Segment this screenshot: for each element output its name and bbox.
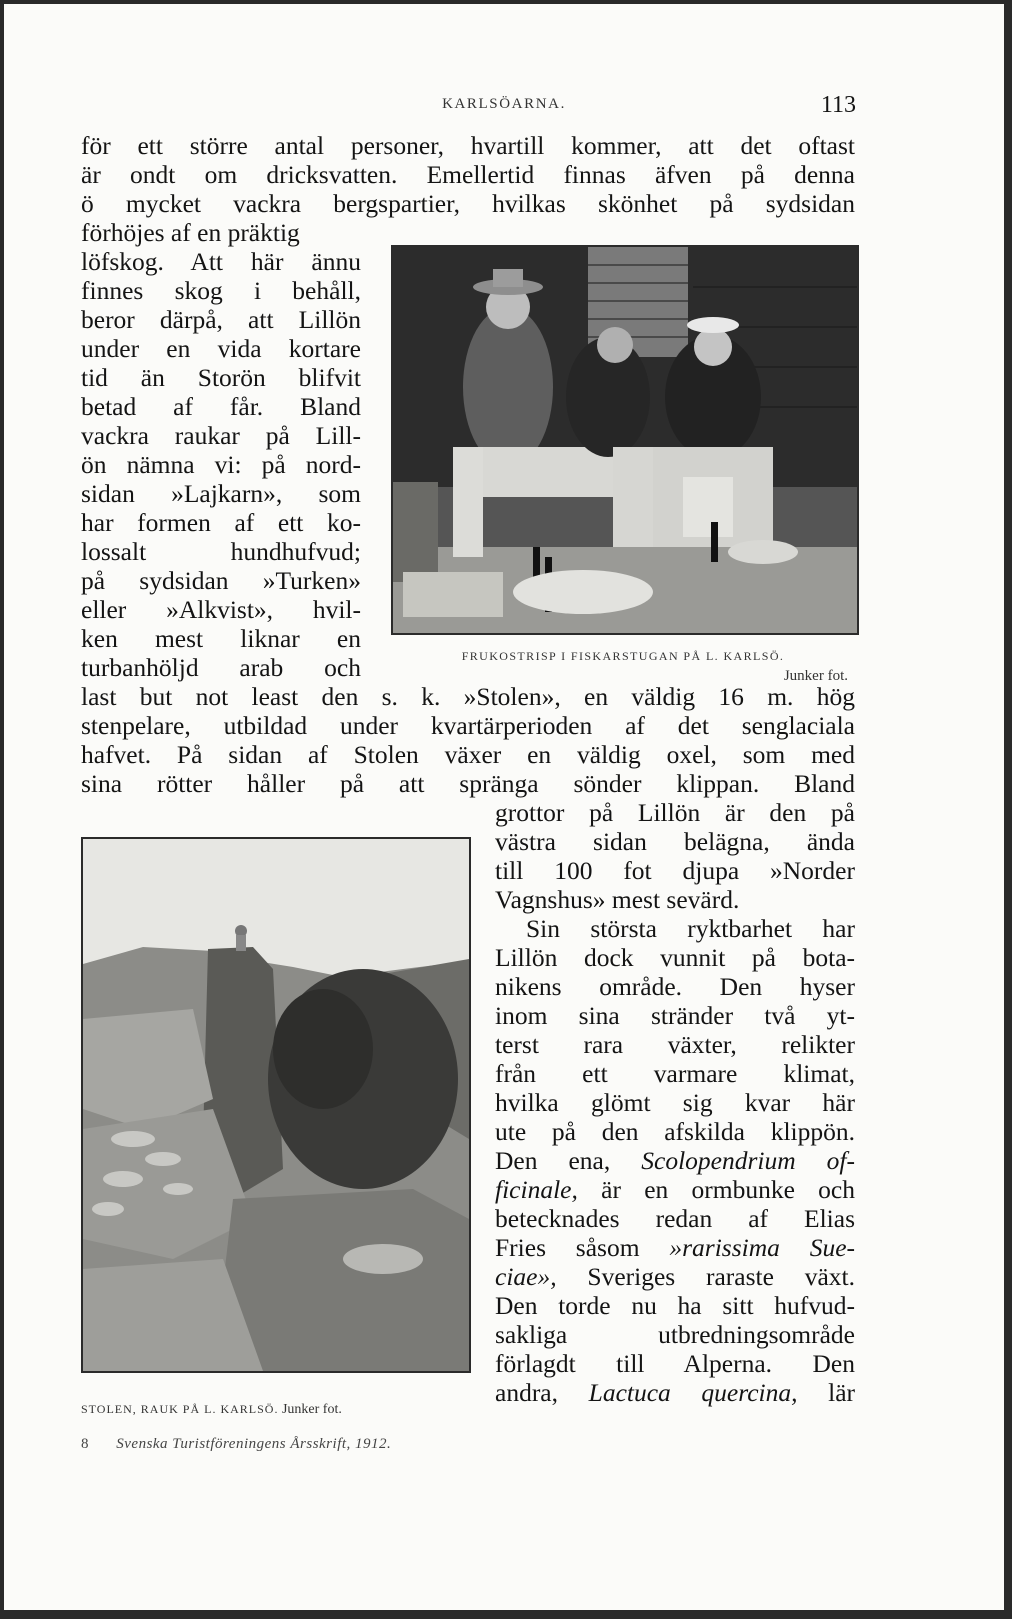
text-line: ön nämna vi: på nord-: [81, 450, 361, 479]
species-name: Scolopendrium of-: [641, 1146, 855, 1175]
text-line: ken mest liknar en: [81, 624, 361, 653]
text-line: [495, 1378, 855, 1407]
text-line: löfskog. Att här ännu: [81, 247, 361, 276]
publication-title: Svenska Turistföreningens Årsskrift, 1912.: [116, 1436, 392, 1452]
text-line: Vagnshus» mest sevärd.: [495, 885, 740, 914]
text-line: förlagdt till Alperna. Den: [495, 1349, 855, 1378]
text-line: sidan »Lajkarn», som: [81, 479, 361, 508]
text-line: på sydsidan »Turken»: [81, 566, 361, 595]
text-line: tid än Storön blifvit: [81, 363, 361, 392]
text-line: vackra raukar på Lill-: [81, 421, 361, 450]
text-line: eller »Alkvist», hvil-: [81, 595, 361, 624]
photo-credit-fishing-hut: Junker fot.: [783, 668, 848, 684]
text-line: nikens område. Den hyser: [495, 972, 855, 1001]
text-span: Den ena,: [495, 1146, 611, 1175]
text-line: [495, 1146, 855, 1175]
text-line: beror därpå, att Lillön: [81, 305, 361, 334]
text-line: sina rötter håller på att spränga sönder klippan. Bland: [81, 769, 855, 798]
text-line: sakliga utbredningsområde: [495, 1320, 855, 1349]
text-line: lossalt hundhufvud;: [81, 537, 361, 566]
text-line: inom sina stränder två yt-: [495, 1001, 855, 1030]
species-name: Lactuca quercina,: [588, 1378, 798, 1407]
page-number: 113: [820, 92, 856, 118]
text-line: hafvet. På sidan af Stolen växer en väldig oxel, som med: [81, 740, 855, 769]
latin-quote: »rarissima Sue-: [669, 1233, 856, 1262]
text-line: terst rara växter, relikter: [495, 1030, 855, 1059]
text-line: förhöjes af en präktig: [81, 218, 300, 247]
photo-stolen-rauk: [81, 837, 471, 1373]
text-line: Lillön dock vunnit på bota-: [495, 943, 855, 972]
text-span: Fries såsom: [495, 1233, 640, 1262]
text-line: last but not least den s. k. »Stolen», en väldig 16 m. hög: [81, 682, 855, 711]
running-title: KARLSÖARNA.: [442, 96, 566, 112]
photo-caption-stolen: [81, 1402, 342, 1418]
photo-fishing-hut-image: [393, 247, 857, 633]
text-line: hvilka glömt sig kvar här: [495, 1088, 855, 1117]
photo-fishing-hut: [391, 245, 859, 635]
text-span: andra,: [495, 1378, 559, 1407]
text-line: till 100 fot djupa »Norder: [495, 856, 855, 885]
text-line: Sin största ryktbarhet har: [526, 914, 855, 943]
text-line: finnes skog i behåll,: [81, 276, 361, 305]
signature-number: 8: [81, 1436, 89, 1452]
text-line: västra sidan belägna, ända: [495, 827, 855, 856]
page-header: [4, 92, 1004, 122]
text-line: från ett varmare klimat,: [495, 1059, 855, 1088]
text-span: Sveriges raraste växt.: [587, 1262, 855, 1291]
text-line: [495, 1233, 855, 1262]
text-line: betad af får. Bland: [81, 392, 361, 421]
photo-caption-fishing-hut: FRUKOSTRISP I FISKARSTUGAN PÅ L. KARLSÖ.: [461, 649, 785, 663]
text-line: stenpelare, utbildad under kvartärperioden af det senglaciala: [81, 711, 855, 740]
page: [4, 4, 1004, 1610]
text-line: för ett större antal personer, hvartill kommer, att det oftast: [81, 131, 855, 160]
latin-quote: ciae»,: [495, 1262, 557, 1291]
text-line: är ondt om dricksvatten. Emellertid finnas äfven på denna: [81, 160, 855, 189]
text-line: [495, 1175, 855, 1204]
text-line: ö mycket vackra bergspartier, hvilkas skönhet på sydsidan: [81, 189, 855, 218]
caption-title: STOLEN, RAUK PÅ L. KARLSÖ.: [81, 1402, 279, 1416]
photo-stolen-rauk-image: [83, 839, 469, 1371]
text-line: har formen af ett ko-: [81, 508, 361, 537]
text-span: lär: [828, 1378, 856, 1407]
species-name: ficinale,: [495, 1175, 578, 1204]
text-line: grottor på Lillön är den på: [495, 798, 855, 827]
text-line: betecknades redan af Elias: [495, 1204, 855, 1233]
text-line: [495, 1262, 855, 1291]
text-line: under en vida kortare: [81, 334, 361, 363]
caption-credit: Junker fot.: [281, 1402, 342, 1417]
text-span: är en ormbunke och: [601, 1175, 856, 1204]
text-line: ute på den afskilda klippön.: [495, 1117, 855, 1146]
text-line: Den torde nu ha sitt hufvud-: [495, 1291, 855, 1320]
text-line: turbanhöljd arab och: [81, 653, 361, 682]
page-footer: [81, 1436, 391, 1453]
